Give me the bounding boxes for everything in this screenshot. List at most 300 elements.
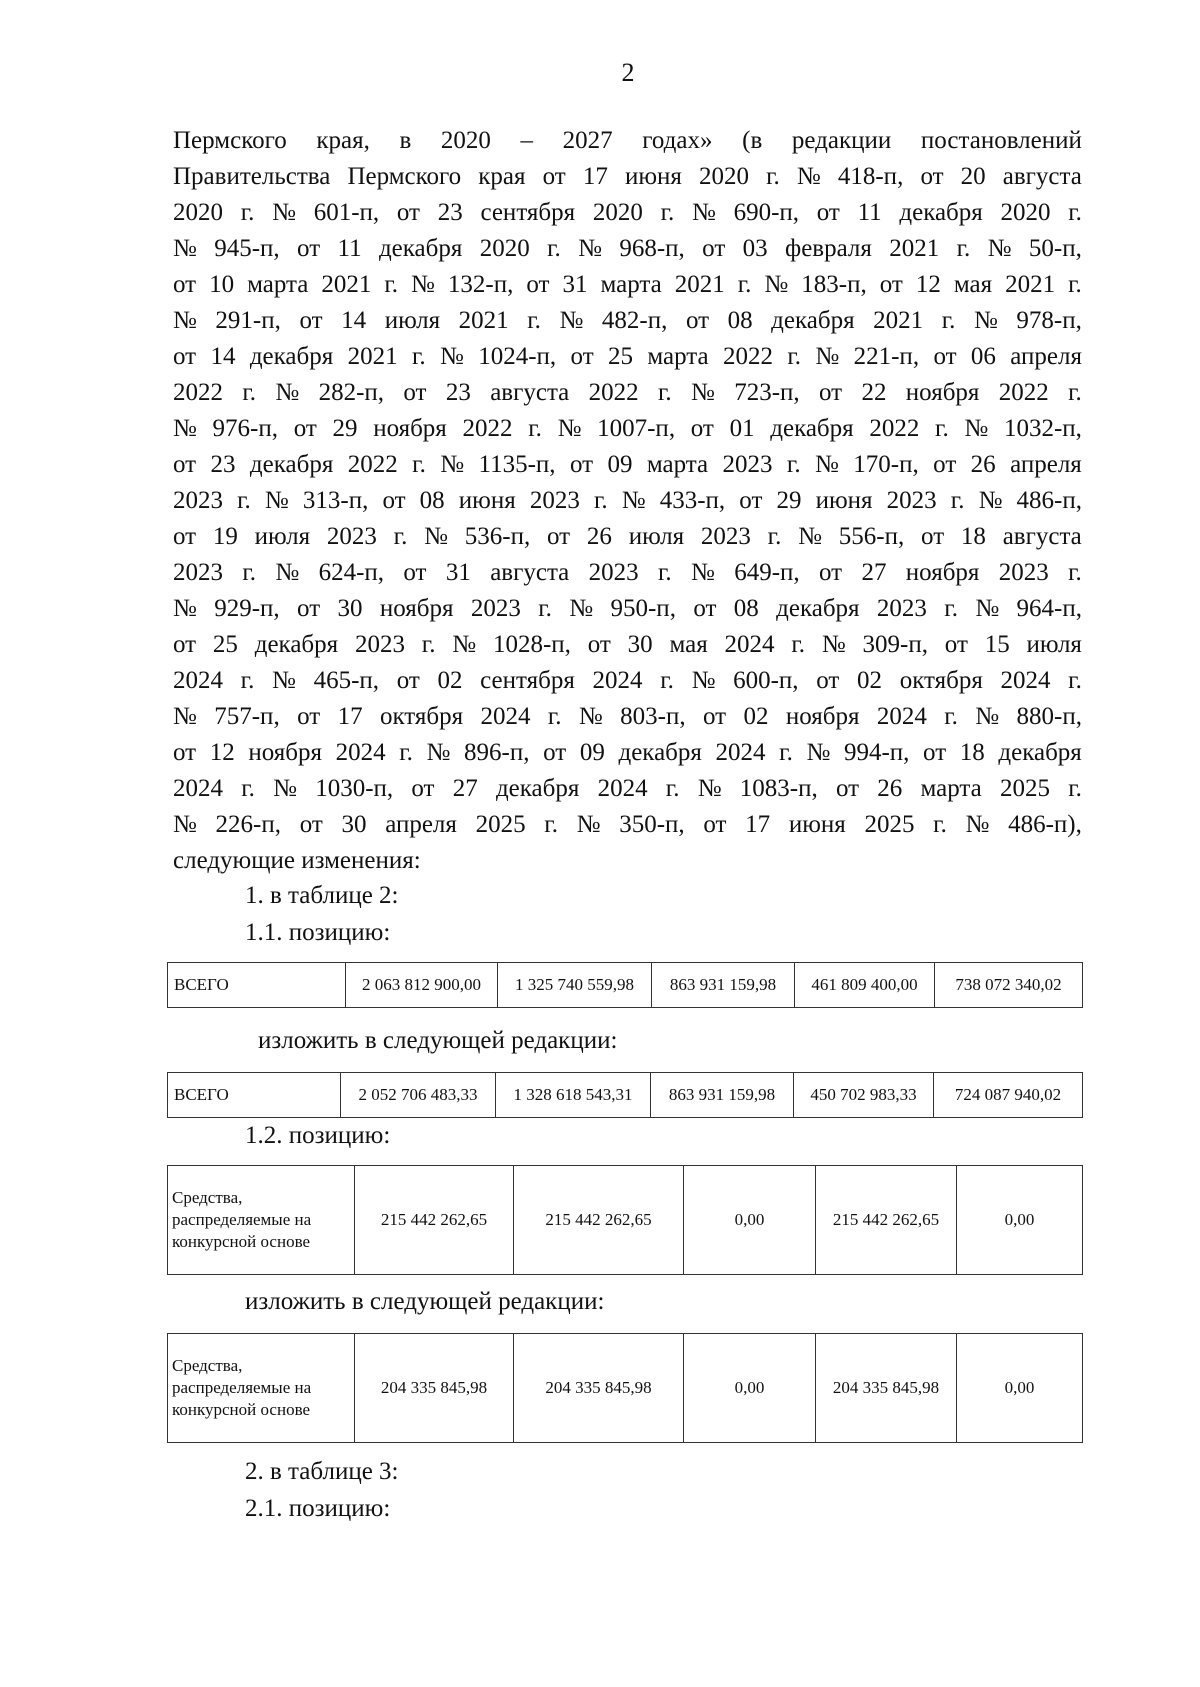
- body-text-word: 2024: [1000, 667, 1051, 694]
- body-text-word: 2020: [698, 163, 749, 190]
- body-text-word: марта: [647, 343, 709, 370]
- body-text-line: [173, 555, 1082, 591]
- body-text-word: от: [685, 307, 710, 334]
- body-text-word: 1028-п,: [492, 631, 571, 658]
- body-text-word: декабря: [618, 739, 702, 766]
- body-text-word: г.: [384, 271, 399, 298]
- body-text-word: июня: [458, 487, 516, 514]
- body-text-word: 26: [877, 775, 903, 802]
- body-text-word: декабря: [776, 595, 860, 622]
- body-text-word: 2023: [700, 523, 751, 550]
- body-text-word: от: [411, 775, 435, 802]
- body-text-word: от: [702, 235, 726, 262]
- body-text-word: №: [975, 595, 1000, 622]
- list-item-2: 2. в таблице 3:: [245, 1458, 399, 1485]
- body-text-word: 22: [861, 379, 887, 406]
- body-text-word: от: [739, 487, 763, 514]
- body-text-word: 556-п,: [838, 523, 905, 550]
- body-text-word: №: [697, 775, 722, 802]
- body-text-word: 1032-п,: [1003, 415, 1082, 442]
- body-text-word: 2022: [722, 343, 773, 370]
- body-text-word: 30: [627, 631, 653, 658]
- body-text-word: №: [796, 163, 821, 190]
- body-text-word: г.: [242, 559, 257, 586]
- body-text-word: в: [399, 127, 412, 154]
- body-text-word: 2020: [1000, 199, 1051, 226]
- body-text-word: 2021: [674, 271, 725, 298]
- body-text-word: декабря: [770, 415, 854, 442]
- body-text-word: августа: [490, 559, 570, 586]
- body-text-word: 26: [586, 523, 612, 550]
- body-text-word: №: [264, 487, 289, 514]
- body-text-word: 12: [915, 271, 941, 298]
- body-text-word: г.: [1068, 379, 1082, 406]
- body-text-word: 08: [727, 307, 753, 334]
- body-text-word: 17: [582, 163, 608, 190]
- body-text-word: июля: [628, 523, 685, 550]
- body-text-word: от: [702, 703, 727, 730]
- body-text-word: 2021: [458, 307, 509, 334]
- body-text-word: 10: [209, 271, 235, 298]
- table-cell-label: ВСЕГО: [168, 963, 346, 1008]
- body-text-word: 02: [857, 667, 883, 694]
- body-text-word: 757-п,: [214, 703, 280, 730]
- body-text-word: 30: [341, 811, 367, 838]
- body-text-word: 132-п,: [447, 271, 514, 298]
- body-text-word: 12: [209, 739, 235, 766]
- body-text-word: марта: [920, 775, 982, 802]
- body-text-word: от: [819, 379, 843, 406]
- body-text-word: 2021: [1005, 271, 1056, 298]
- body-text-word: февраля: [785, 235, 872, 262]
- body-text-word: №: [440, 343, 464, 370]
- body-text-word: постановлений: [920, 127, 1082, 154]
- body-text-word: от: [835, 775, 860, 802]
- body-text-word: 29: [332, 415, 358, 442]
- body-text-word: Пермского: [173, 127, 287, 154]
- body-text-word: г.: [944, 595, 958, 622]
- body-text-word: от: [297, 235, 321, 262]
- body-text-word: 1030-п,: [315, 775, 394, 802]
- table-cell-label: Средства, распределяемые на конкурсной основе: [168, 1166, 355, 1275]
- body-text-word: №: [569, 595, 594, 622]
- body-text-word: от: [690, 415, 714, 442]
- body-text-word: марта: [646, 451, 709, 478]
- body-text-word: №: [273, 775, 297, 802]
- body-text-word: 11: [337, 235, 362, 262]
- body-text-word: 03: [742, 235, 768, 262]
- body-text-word: 31: [562, 271, 588, 298]
- body-text-word: г.: [657, 559, 672, 586]
- body-text-word: 2024: [173, 775, 223, 802]
- body-text-word: от: [933, 343, 957, 370]
- body-text-word: 313-п,: [302, 487, 369, 514]
- table-cell: 461 809 400,00: [795, 963, 935, 1008]
- body-text-word: г.: [935, 415, 949, 442]
- body-text-word: 19: [212, 523, 238, 550]
- body-text-word: №: [821, 631, 846, 658]
- body-text-word: апреля: [385, 811, 457, 838]
- body-text-word: от: [173, 451, 197, 478]
- table-cell: 450 702 983,33: [794, 1073, 934, 1118]
- body-text-line: [173, 375, 1082, 411]
- body-text-word: годах»: [642, 127, 713, 154]
- body-text-word: 09: [579, 739, 605, 766]
- body-text-word: №: [973, 307, 998, 334]
- body-text-word: от: [570, 343, 594, 370]
- body-text-word: от: [921, 523, 945, 550]
- body-text-word: г.: [1068, 271, 1082, 298]
- body-text-word: №: [576, 811, 601, 838]
- body-text-word: 183-п,: [801, 271, 867, 298]
- body-text-word: №: [691, 199, 716, 226]
- body-text-line: [173, 663, 1082, 699]
- body-text-word: 350-п,: [619, 811, 685, 838]
- body-text-word: от: [396, 199, 420, 226]
- body-text-word: г.: [1068, 199, 1082, 226]
- body-text-word: №: [173, 307, 197, 334]
- body-text-word: 2024: [876, 703, 927, 730]
- body-text-word: г.: [665, 775, 680, 802]
- body-text-line: [173, 843, 1082, 879]
- body-text-word: редакции: [791, 127, 892, 154]
- table-cell: 204 335 845,98: [355, 1334, 514, 1443]
- body-text-word: июля: [254, 523, 311, 550]
- body-text-word: от: [299, 307, 323, 334]
- body-text-word: г.: [527, 307, 541, 334]
- body-text-word: №: [173, 703, 197, 730]
- body-text-line: [173, 591, 1082, 627]
- body-text-word: 978-п,: [1016, 307, 1082, 334]
- body-text-word: от: [819, 559, 843, 586]
- body-text-word: 2021: [321, 271, 372, 298]
- body-text-word: 02: [437, 667, 463, 694]
- body-text-word: 2024: [480, 703, 531, 730]
- body-text-word: №: [690, 559, 715, 586]
- table-cell: 0,00: [684, 1166, 816, 1275]
- table-2-old-position: [167, 1165, 1083, 1275]
- body-text-word: от: [403, 559, 427, 586]
- table-cell: 1 325 740 559,98: [498, 963, 652, 1008]
- body-text-word: №: [987, 235, 1012, 262]
- table-row: [168, 1334, 1083, 1443]
- list-item-2-1: 2.1. позицию:: [245, 1495, 391, 1522]
- body-text-word: 23: [210, 451, 236, 478]
- body-text-word: от: [543, 739, 567, 766]
- body-text-word: 27: [861, 559, 887, 586]
- body-text-word: 2020: [173, 199, 223, 226]
- body-text-word: 1007-п,: [597, 415, 676, 442]
- body-text-word: 2023: [722, 451, 773, 478]
- body-text-word: 14: [341, 307, 367, 334]
- restate-note-1: изложить в следующей редакции:: [258, 1027, 618, 1054]
- body-text-word: 2024: [597, 775, 648, 802]
- table-cell: 204 335 845,98: [816, 1334, 957, 1443]
- table-cell: 738 072 340,02: [935, 963, 1083, 1008]
- body-text-word: 896-п,: [464, 739, 530, 766]
- body-text-word: №: [173, 811, 197, 838]
- body-text-word: 15: [984, 631, 1010, 658]
- body-text-word: 02: [743, 703, 769, 730]
- body-text-word: №: [275, 559, 300, 586]
- table-cell: 1 328 618 543,31: [496, 1073, 651, 1118]
- body-text-word: 309-п,: [862, 631, 928, 658]
- body-text-word: декабря: [495, 775, 580, 802]
- body-text-word: 482-п,: [601, 307, 668, 334]
- body-text-word: г.: [660, 199, 675, 226]
- body-text-word: декабря: [771, 307, 855, 334]
- body-text-word: от: [569, 451, 594, 478]
- body-text-word: сентября: [480, 199, 576, 226]
- body-text-word: г.: [547, 703, 562, 730]
- body-text-word: 2024: [592, 667, 643, 694]
- body-text-word: г.: [779, 739, 793, 766]
- body-text-word: 2021: [873, 307, 924, 334]
- body-text-word: 06: [970, 343, 996, 370]
- body-text-word: г.: [767, 523, 782, 550]
- table-2-new-position: [167, 1333, 1083, 1443]
- list-item-1-2: 1.2. позицию:: [245, 1122, 391, 1149]
- table-row: [168, 1073, 1083, 1118]
- body-text-word: г.: [660, 667, 674, 694]
- body-text-word: июня: [815, 487, 873, 514]
- table-1-old-position: [167, 962, 1083, 1008]
- body-text-word: 29: [776, 487, 802, 514]
- body-text-word: от: [693, 595, 717, 622]
- body-text-word: 08: [733, 595, 759, 622]
- table-cell: 0,00: [957, 1334, 1083, 1443]
- body-text-line: [173, 483, 1082, 519]
- body-text-word: 26: [970, 451, 996, 478]
- body-text-word: 690-п,: [733, 199, 800, 226]
- body-text-word: 2024: [335, 739, 386, 766]
- body-text-word: №: [621, 487, 646, 514]
- body-text-word: июня: [788, 811, 846, 838]
- body-text-word: 433-п,: [659, 487, 726, 514]
- body-text-word: 50-п,: [1028, 235, 1082, 262]
- table-cell: 215 442 262,65: [816, 1166, 957, 1275]
- body-text-word: от: [173, 343, 197, 370]
- body-text-word: 1024-п,: [478, 343, 557, 370]
- body-text-word: от: [297, 595, 321, 622]
- body-text-word: №: [440, 451, 465, 478]
- body-text-line: [173, 771, 1082, 807]
- body-text-word: 11: [857, 199, 882, 226]
- body-text-word: 723-п,: [734, 379, 800, 406]
- body-text-word: г.: [544, 811, 558, 838]
- body-text-word: г.: [538, 595, 552, 622]
- body-text-word: 465-п,: [313, 667, 380, 694]
- body-text-word: декабря: [249, 343, 334, 370]
- body-text-word: №: [275, 379, 300, 406]
- body-text-line: [173, 267, 1082, 303]
- body-text-word: г.: [791, 631, 806, 658]
- body-text-word: №: [798, 523, 822, 550]
- body-text-word: Правительства: [173, 163, 331, 190]
- body-text-word: 600-п,: [733, 667, 799, 694]
- body-text-word: 23: [437, 199, 463, 226]
- body-text-word: 536-п,: [464, 523, 531, 550]
- body-text-word: 976-п,: [212, 415, 279, 442]
- list-item-1-1: 1.1. позицию:: [245, 919, 391, 946]
- body-text-line: [173, 627, 1082, 663]
- body-text-word: №: [690, 379, 715, 406]
- table-cell: 863 931 159,98: [652, 963, 795, 1008]
- body-text-word: 2022: [998, 379, 1049, 406]
- body-text-word: от: [816, 199, 840, 226]
- body-text-line: [173, 447, 1082, 483]
- body-text-word: 649-п,: [734, 559, 800, 586]
- body-text-word: ноября: [373, 415, 447, 442]
- body-text-word: г.: [941, 307, 956, 334]
- body-text-word: августа: [490, 379, 570, 406]
- body-text-word: 2021: [347, 343, 398, 370]
- table-row: [168, 1166, 1083, 1275]
- body-text-word: г.: [956, 235, 971, 262]
- body-text-word: №: [806, 739, 831, 766]
- table-1-new-position: [167, 1072, 1083, 1118]
- body-text-word: г.: [240, 199, 255, 226]
- body-text-word: г.: [237, 487, 251, 514]
- body-text-word: №: [426, 739, 451, 766]
- body-text-word: г.: [421, 631, 436, 658]
- body-text-word: от: [297, 703, 321, 730]
- body-text-word: края: [478, 163, 526, 190]
- body-text-word: №: [578, 235, 602, 262]
- body-text-word: октября: [899, 667, 983, 694]
- body-text-line: [173, 195, 1082, 231]
- body-text-word: от: [920, 163, 944, 190]
- body-text-word: ноября: [785, 703, 860, 730]
- table-cell-label: Средства, распределяемые на конкурсной основе: [168, 1334, 355, 1443]
- body-text-word: 964-п,: [1016, 595, 1082, 622]
- body-text-word: №: [272, 667, 296, 694]
- body-text-line: [173, 699, 1082, 735]
- body-text-word: 2027: [562, 127, 613, 154]
- body-text-word: мая: [669, 631, 708, 658]
- body-text-word: 994-п,: [843, 739, 910, 766]
- body-text-word: 2024: [715, 739, 766, 766]
- body-text-word: 803-п,: [620, 703, 686, 730]
- body-text-word: 601-п,: [313, 199, 380, 226]
- body-text-word: 27: [452, 775, 478, 802]
- body-text-word: 291-п,: [215, 307, 281, 334]
- table-cell: 0,00: [684, 1334, 816, 1443]
- body-text-word: 2022: [347, 451, 398, 478]
- table-cell: 215 442 262,65: [514, 1166, 684, 1275]
- body-text: [173, 123, 1082, 879]
- body-text-word: 17: [745, 811, 771, 838]
- body-text-line: [173, 231, 1082, 267]
- body-text-word: г.: [593, 487, 608, 514]
- body-text-word: края,: [316, 127, 370, 154]
- body-text-word: 2025: [999, 775, 1050, 802]
- body-text-line: [173, 411, 1082, 447]
- body-text-word: №: [975, 703, 1000, 730]
- body-text-word: 25: [608, 343, 634, 370]
- body-text-word: №: [815, 343, 840, 370]
- body-text-word: ноября: [905, 559, 980, 586]
- body-text-word: 18: [960, 523, 986, 550]
- body-text-word: декабря: [899, 199, 983, 226]
- body-text-word: 1135-п,: [478, 451, 556, 478]
- body-text-word: 08: [419, 487, 445, 514]
- body-text-word: №: [411, 271, 435, 298]
- body-text-line: [173, 123, 1082, 159]
- body-text-word: от: [299, 811, 323, 838]
- body-text-word: г.: [787, 343, 802, 370]
- body-text-word: 23: [445, 379, 471, 406]
- body-text-word: (в: [742, 127, 763, 154]
- body-text-word: 01: [729, 415, 755, 442]
- body-text-word: №: [764, 271, 789, 298]
- body-text-word: 2020: [592, 199, 643, 226]
- body-text-word: 418-п,: [837, 163, 904, 190]
- body-text-word: г.: [933, 811, 947, 838]
- body-text-word: августа: [1002, 163, 1082, 190]
- body-text-word: г.: [737, 271, 752, 298]
- body-text-word: г.: [241, 775, 255, 802]
- table-cell: 2 063 812 900,00: [346, 963, 498, 1008]
- body-text-word: 1083-п,: [739, 775, 818, 802]
- body-text-word: 2023: [876, 595, 927, 622]
- body-text-word: 2023: [354, 631, 405, 658]
- body-text-word: г.: [766, 163, 780, 190]
- body-text-word: от: [293, 415, 317, 442]
- body-text-word: №: [557, 415, 582, 442]
- body-text-word: от: [382, 487, 406, 514]
- body-text-word: 09: [607, 451, 633, 478]
- body-text-word: г.: [944, 703, 958, 730]
- body-text-word: от: [944, 631, 968, 658]
- body-text-word: от: [816, 667, 840, 694]
- body-text-word: №: [424, 523, 448, 550]
- body-text-word: 2023: [470, 595, 521, 622]
- body-text-word: от: [173, 523, 197, 550]
- body-text-word: 624-п,: [318, 559, 385, 586]
- body-text-line: [173, 519, 1082, 555]
- table-cell-label: ВСЕГО: [168, 1073, 341, 1118]
- body-text-word: 20: [960, 163, 986, 190]
- body-text-word: 2023: [326, 523, 377, 550]
- body-text-word: декабря: [998, 739, 1082, 766]
- table-cell: 0,00: [957, 1166, 1083, 1275]
- table-cell: 863 931 159,98: [651, 1073, 794, 1118]
- body-text-word: 2023: [173, 559, 223, 586]
- body-text-word: г.: [412, 451, 426, 478]
- body-text-word: от: [923, 739, 947, 766]
- body-text-word: от: [879, 271, 903, 298]
- body-text-word: от: [703, 811, 727, 838]
- body-text-word: июля: [1026, 631, 1082, 658]
- body-text-word: 2022: [588, 379, 639, 406]
- body-text-word: 2022: [173, 379, 223, 406]
- body-text-word: г.: [240, 667, 255, 694]
- body-text-word: 968-п,: [619, 235, 685, 262]
- list-item-1: 1. в таблице 2:: [245, 882, 399, 909]
- body-text-word: 2020: [440, 127, 491, 154]
- body-text-word: №: [559, 307, 584, 334]
- body-text-word: декабря: [249, 451, 334, 478]
- body-text-word: 2021: [889, 235, 940, 262]
- body-text-word: марта: [247, 271, 309, 298]
- table-row: [168, 963, 1083, 1008]
- body-text-word: августа: [1002, 523, 1082, 550]
- body-text-word: 2025: [475, 811, 526, 838]
- body-text-word: №: [272, 199, 296, 226]
- body-text-word: марта: [600, 271, 662, 298]
- table-cell: 215 442 262,65: [355, 1166, 514, 1275]
